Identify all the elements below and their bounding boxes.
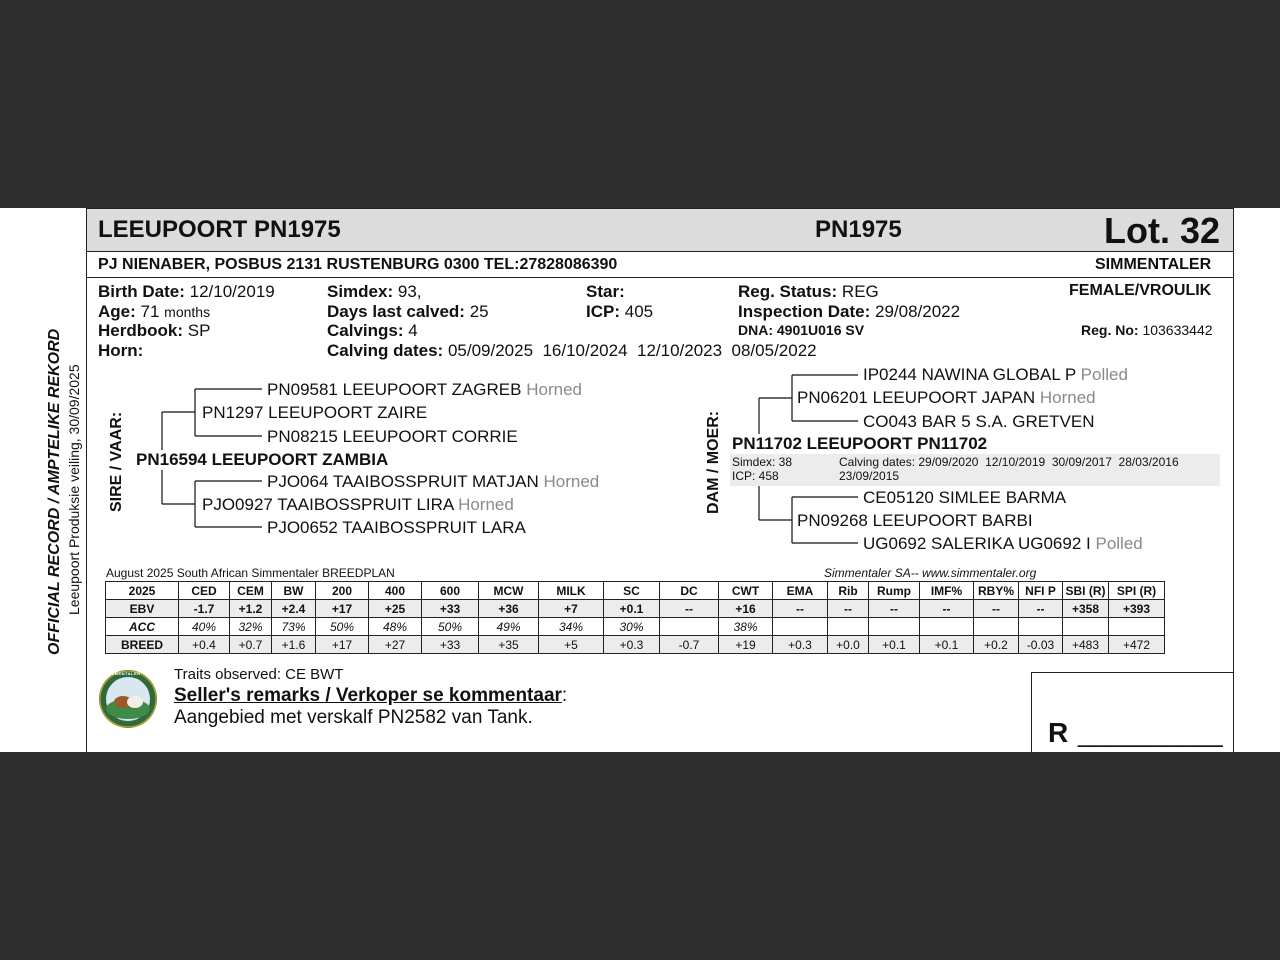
dam-dam: PN09268 LEEUPOORT BARBI: [797, 511, 1033, 530]
acc-cell-milk: 34%: [539, 618, 604, 636]
header-cell-cwt: CWT: [719, 582, 773, 600]
acc-cell-rump: [869, 618, 920, 636]
dam-name: PN11702 LEEUPOORT PN11702: [732, 434, 988, 453]
header-cell-200: 200: [316, 582, 369, 600]
breed-cell-2025: BREED: [106, 636, 179, 654]
header-cell-2025: 2025: [106, 582, 179, 600]
price-label: R: [1048, 717, 1069, 748]
seller-remarks-title: Seller's remarks / Verkoper se kommentaar:: [174, 685, 568, 706]
header-cell-600: 600: [422, 582, 479, 600]
ebv-cell-bw: +2.4: [272, 600, 316, 618]
dam-sire-sire: IP0244 NAWINA GLOBAL P Polled: [863, 365, 1128, 384]
sire-dam: PJO0927 TAAIBOSSPRUIT LIRA Horned: [202, 495, 514, 514]
header-cell-imf-: IMF%: [920, 582, 974, 600]
age: Age: 71 months: [98, 302, 211, 321]
ebv-cell-sc: +0.1: [604, 600, 660, 618]
acc-cell-bw: 73%: [272, 618, 316, 636]
header-cell-ema: EMA: [773, 582, 828, 600]
header-cell-400: 400: [369, 582, 422, 600]
ebv-cell-2025: EBV: [106, 600, 179, 618]
ebv-cell-600: +33: [422, 600, 479, 618]
breed-cell-bw: +1.6: [272, 636, 316, 654]
acc-cell-mcw: 49%: [479, 618, 539, 636]
breed-cell-nfi-p: -0.03: [1019, 636, 1063, 654]
dam-calving-dates-2: 23/09/2015: [839, 469, 900, 483]
acc-cell-cwt: 38%: [719, 618, 773, 636]
ebv-cell-rby-: --: [974, 600, 1019, 618]
breed-cell-200: +17: [316, 636, 369, 654]
ebv-cell-cem: +1.2: [230, 600, 272, 618]
breed-cell-400: +27: [369, 636, 422, 654]
header-cell-nfi-p: NFI P: [1019, 582, 1063, 600]
ebv-cell-ema: --: [773, 600, 828, 618]
official-record-label: OFFICIAL RECORD / AMPTELIKE REKORD: [46, 328, 63, 655]
inspection-date: Inspection Date: 29/08/2022: [738, 302, 961, 321]
header-cell-sc: SC: [604, 582, 660, 600]
dam-icp: ICP: 458: [732, 469, 779, 483]
sire-sire: PN1297 LEEUPOORT ZAIRE: [202, 403, 428, 422]
breedplan-header-row: [106, 582, 1165, 600]
header-cell-rby-: RBY%: [974, 582, 1019, 600]
breed-cell-mcw: +35: [479, 636, 539, 654]
dam-sire-dam: CO043 BAR 5 S.A. GRETVEN: [863, 412, 1095, 431]
breed-cell-ema: +0.3: [773, 636, 828, 654]
header-cell-bw: BW: [272, 582, 316, 600]
calvings: Calvings: 4: [327, 321, 418, 340]
acc-cell-nfi-p: [1019, 618, 1063, 636]
acc-cell-sc: 30%: [604, 618, 660, 636]
breed-cell-milk: +5: [539, 636, 604, 654]
ebv-cell-imf-: --: [920, 600, 974, 618]
star-label: Star:: [586, 282, 625, 301]
breed-cell-600: +33: [422, 636, 479, 654]
dam-simdex: Simdex: 38: [732, 455, 793, 469]
dam-dam-dam: UG0692 SALERIKA UG0692 I Polled: [863, 534, 1143, 553]
acc-cell-cem: 32%: [230, 618, 272, 636]
dam-label: DAM / MOER:: [705, 410, 722, 514]
header-cell-mcw: MCW: [479, 582, 539, 600]
breedplan-caption: August 2025 South African Simmentaler BREEDPLAN: [106, 566, 395, 580]
ebv-cell-mcw: +36: [479, 600, 539, 618]
days-last-calved: Days last calved: 25: [327, 302, 489, 321]
dam-dam-sire: CE05120 SIMLEE BARMA: [863, 488, 1067, 507]
sex-label: FEMALE/VROULIK: [1069, 282, 1212, 299]
breed-cell-rib: +0.0: [828, 636, 869, 654]
ebv-cell-sbi-r-: +358: [1063, 600, 1109, 618]
header-cell-ced: CED: [179, 582, 230, 600]
animal-code: PN1975: [815, 216, 902, 243]
breedplan-website: Simmentaler SA-- www.simmentaler.org: [824, 566, 1037, 580]
acc-cell-spi-r-: [1109, 618, 1165, 636]
calving-dates: Calving dates: 05/09/2025 16/10/2024 12/10/2023 08/05/2022: [327, 341, 817, 360]
header-cell-spi-r-: SPI (R): [1109, 582, 1165, 600]
header-cell-milk: MILK: [539, 582, 604, 600]
breed-cell-cem: +0.7: [230, 636, 272, 654]
header-cell-sbi-r-: SBI (R): [1063, 582, 1109, 600]
acc-cell-imf-: [920, 618, 974, 636]
acc-cell-ced: 40%: [179, 618, 230, 636]
header-cell-dc: DC: [660, 582, 719, 600]
price-entry-line[interactable]: __________: [1078, 718, 1223, 748]
sire-dam-dam: PJO0652 TAAIBOSSPRUIT LARA: [267, 518, 526, 537]
header-cell-cem: CEM: [230, 582, 272, 600]
dam-calving-dates: Calving dates: 29/09/2020 12/10/2019 30/09/2017 28/03/2016: [839, 455, 1179, 469]
sire-name: PN16594 LEEUPOORT ZAMBIA: [136, 450, 389, 469]
sire-dam-sire: PJO064 TAAIBOSSPRUIT MATJAN Horned: [267, 472, 600, 491]
lot-number: Lot. 32: [1104, 210, 1221, 251]
sire-sire-dam: PN08215 LEEUPOORT CORRIE: [267, 427, 518, 446]
breed-cell-sbi-r-: +483: [1063, 636, 1109, 654]
breed-cell-imf-: +0.1: [920, 636, 974, 654]
icp: ICP: 405: [586, 302, 654, 321]
breed-cell-sc: +0.3: [604, 636, 660, 654]
breed-cell-cwt: +19: [719, 636, 773, 654]
simmentaler-logo: [98, 669, 158, 729]
acc-cell-400: 48%: [369, 618, 422, 636]
acc-cell-dc: [660, 618, 719, 636]
breedplan-ebv-row: [106, 600, 1165, 618]
dam-sire: PN06201 LEEUPOORT JAPAN Horned: [797, 388, 1096, 407]
seller-remarks-text: Aangebied met verskalf PN2582 van Tank.: [174, 707, 533, 728]
acc-cell-2025: ACC: [106, 618, 179, 636]
birth-date: Birth Date: 12/10/2019: [98, 282, 275, 301]
header-cell-rump: Rump: [869, 582, 920, 600]
ebv-cell-200: +17: [316, 600, 369, 618]
sire-label: SIRE / VAAR:: [108, 411, 125, 512]
sale-label: Leeupoort Produksie veiling, 30/09/2025: [66, 364, 82, 615]
breed-cell-ced: +0.4: [179, 636, 230, 654]
owner-line: PJ NIENABER, POSBUS 2131 RUSTENBURG 0300 TEL:27828086390: [98, 256, 618, 273]
animal-name: LEEUPOORT PN1975: [98, 216, 341, 243]
breedplan-breed-row: [106, 636, 1165, 654]
acc-cell-sbi-r-: [1063, 618, 1109, 636]
acc-cell-200: 50%: [316, 618, 369, 636]
breed-cell-rby-: +0.2: [974, 636, 1019, 654]
horn-label: Horn:: [98, 341, 144, 360]
breed-cell-spi-r-: +472: [1109, 636, 1165, 654]
header-cell-rib: Rib: [828, 582, 869, 600]
breed-cell-dc: -0.7: [660, 636, 719, 654]
ebv-cell-nfi-p: --: [1019, 600, 1063, 618]
logo-text: SIMMENTALER: [106, 671, 141, 676]
ebv-cell-400: +25: [369, 600, 422, 618]
breedplan-table: [105, 581, 1165, 654]
ebv-cell-dc: --: [660, 600, 719, 618]
ebv-cell-ced: -1.7: [179, 600, 230, 618]
ebv-cell-cwt: +16: [719, 600, 773, 618]
acc-cell-rby-: [974, 618, 1019, 636]
ebv-cell-spi-r-: +393: [1109, 600, 1165, 618]
ebv-cell-rib: --: [828, 600, 869, 618]
ebv-cell-rump: --: [869, 600, 920, 618]
reg-number: Reg. No: 103633442: [1081, 322, 1213, 338]
breed-name: SIMMENTALER: [1095, 256, 1212, 273]
breedplan-acc-row: [106, 618, 1165, 636]
acc-cell-600: 50%: [422, 618, 479, 636]
acc-cell-ema: [773, 618, 828, 636]
breed-cell-rump: +0.1: [869, 636, 920, 654]
sire-sire-sire: PN09581 LEEUPOORT ZAGREB Horned: [267, 380, 582, 399]
traits-observed: Traits observed: CE BWT: [174, 666, 344, 683]
reg-status: Reg. Status: REG: [738, 282, 879, 301]
ebv-cell-milk: +7: [539, 600, 604, 618]
simdex: Simdex: 93,: [327, 282, 422, 301]
herdbook: Herdbook: SP: [98, 321, 211, 340]
acc-cell-rib: [828, 618, 869, 636]
dna-code: DNA: 4901U016 SV: [738, 322, 865, 338]
